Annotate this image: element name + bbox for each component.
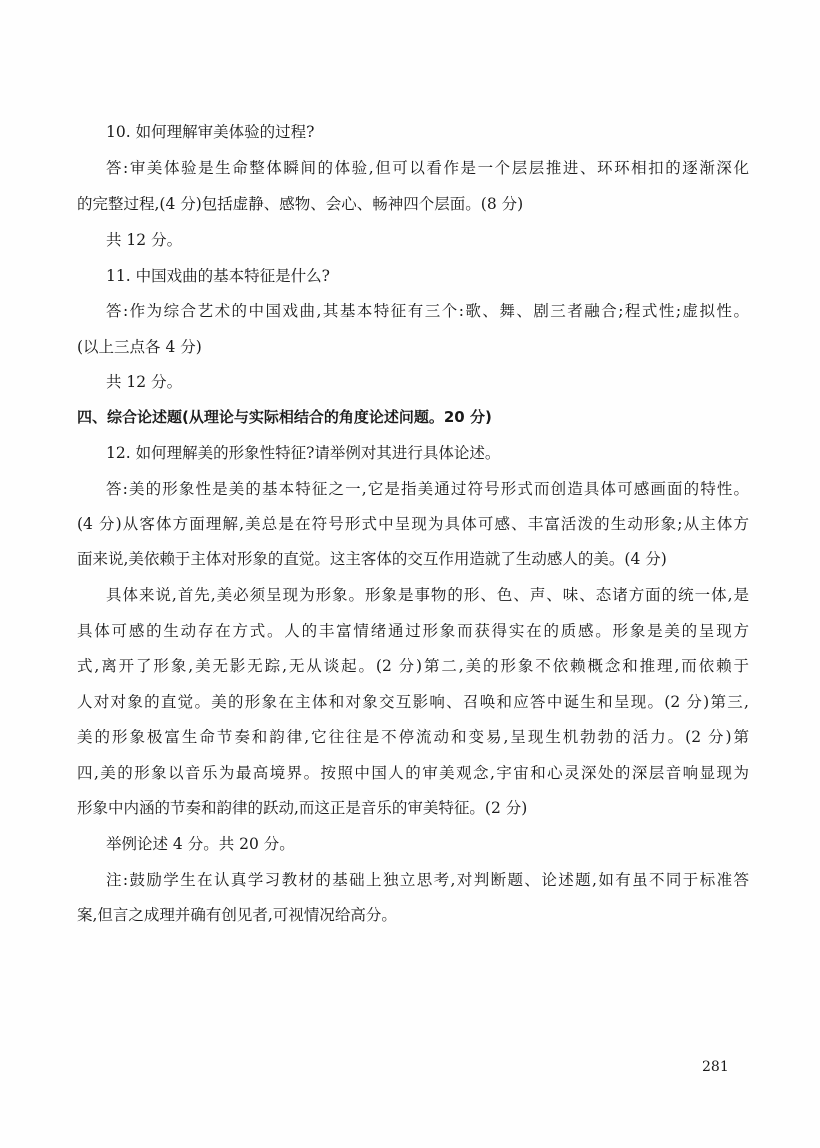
q12-detail-line-1: 具体来说,首先,美必须呈现为形象。形象是事物的形、色、声、味、态诸方面的统一体,是 [106,586,749,604]
q12-detail-line-6: 四,美的形象以音乐为最高境界。按照中国人的审美观念,宇宙和心灵深处的深层音响显现为 [77,764,749,782]
q12-detail-line-2: 具体可感的生动存在方式。人的丰富情绪通过形象而获得实在的质感。形象是美的呈现方 [77,622,749,640]
q12-answer-line-1: 答:美的形象性是美的基本特征之一,它是指美通过符号形式而创造具体可感画面的特性。 [106,480,749,498]
note-line-2: 案,但言之成理并确有创见者,可视情况给高分。 [77,906,397,924]
note-line-1: 注:鼓励学生在认真学习教材的基础上独立思考,对判断题、论述题,如有虽不同于标准答 [106,871,749,889]
q10-total: 共 12 分。 [106,231,183,249]
q12-answer-line-2: (4 分)从客体方面理解,美总是在符号形式中呈现为具体可感、丰富活泼的生动形象;从主体方 [77,515,749,533]
q12-detail-line-7: 形象中内涵的节奏和韵律的跃动,而这正是音乐的审美特征。(2 分) [77,799,528,817]
q12-answer-line-3: 面来说,美依赖于主体对形象的直觉。这主客体的交互作用造就了生动感人的美。(4 分) [77,550,667,568]
q11-answer-line-1: 答:作为综合艺术的中国戏曲,其基本特征有三个:歌、舞、剧三者融合;程式性;虚拟性。 [106,302,749,320]
q10-answer-line-2: 的完整过程,(4 分)包括虚静、感物、会心、畅神四个层面。(8 分) [77,195,524,213]
q11-total: 共 12 分。 [106,373,183,391]
q11-title: 11. 中国戏曲的基本特征是什么? [106,267,330,285]
q12-detail-line-3: 式,离开了形象,美无影无踪,无从谈起。(2 分)第二,美的形象不依赖概念和推理,而依赖于 [77,657,749,675]
q12-detail-line-5: 美的形象极富生命节奏和韵律,它往往是不停流动和变易,呈现生机勃勃的活力。(2 分)第 [77,728,749,746]
q12-detail-line-4: 人对对象的直觉。美的形象在主体和对象交互影响、召唤和应答中诞生和呈现。(2 分)第三, [77,693,749,711]
q11-answer-line-2: (以上三点各 4 分) [77,338,202,356]
section-4-heading: 四、综合论述题(从理论与实际相结合的角度论述问题。20 分) [77,408,492,426]
page-number: 281 [702,1059,729,1075]
q10-answer-line-1: 答:审美体验是生命整体瞬间的体验,但可以看作是一个层层推进、环环相扣的逐渐深化 [106,159,749,177]
q12-title: 12. 如何理解美的形象性特征?请举例对其进行具体论述。 [106,444,501,462]
q10-title: 10. 如何理解审美体验的过程? [106,123,315,141]
q12-total: 举例论述 4 分。共 20 分。 [106,835,295,853]
